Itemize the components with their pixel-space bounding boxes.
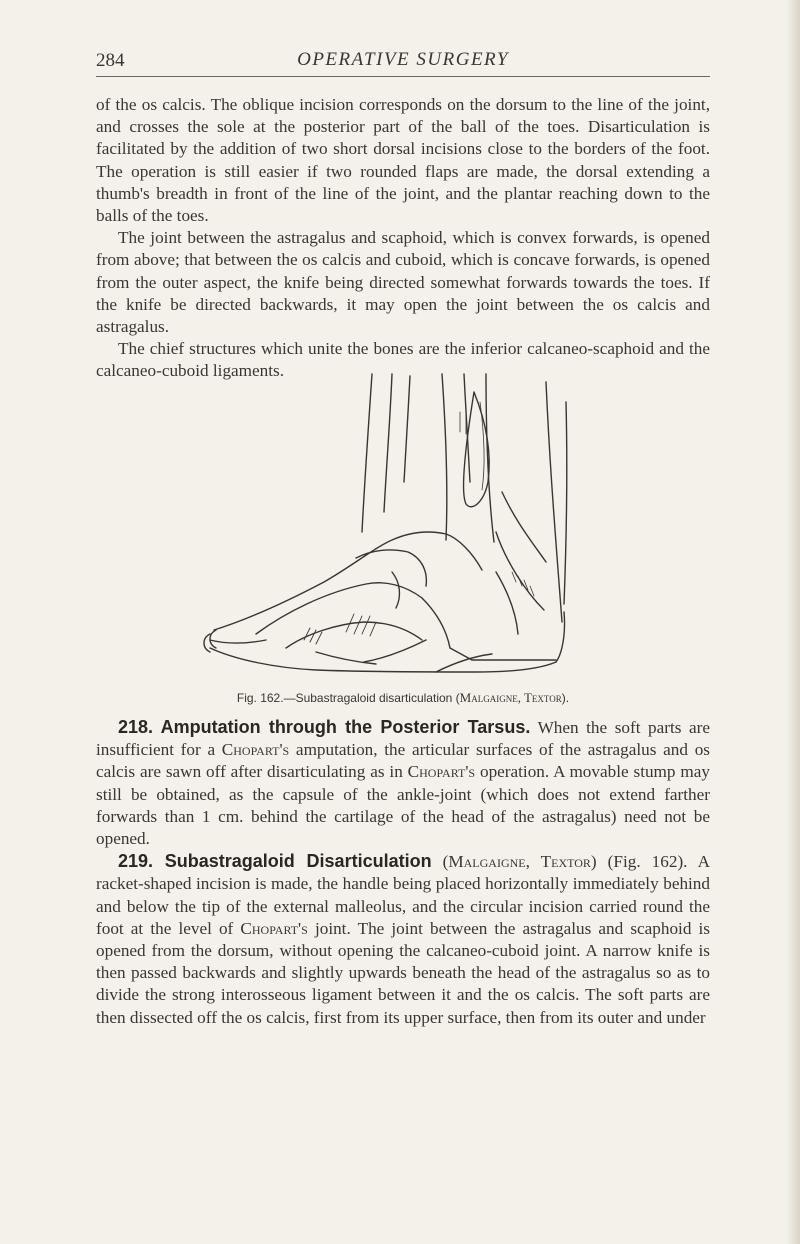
caption-prefix: Fig. 162.—Subastragaloid disarticulation ( xyxy=(236,691,460,705)
chopart-name: Chopart's xyxy=(240,918,308,938)
page-edge-shadow xyxy=(786,0,800,1244)
section-218-text-2: amputation, the articular surfaces of the astragalus and os calcis are sawn off after disarticulating as in xyxy=(96,740,710,782)
foot-illustration xyxy=(196,372,666,682)
section-219-title: 219. Subastragaloid Disarticulation xyxy=(118,851,432,872)
paragraph-joints: The joint between the astragalus and scaphoid, which is convex forwards, is opened from above; that between the os calcis and cuboid, which is concave forwards, is opened from the outer aspect, the knife being directed somewhat forwards towards the toes. If the knife be directed backwards, it may open the joint between the os calcis and astragalus. xyxy=(96,228,710,337)
section-219 xyxy=(96,850,710,1029)
section-219-text-1: ) (Fig. 162). A racket-shaped incision is made, the handle being placed horizontally immediately behind and below the tip of the external malleolus, and the circular incision carried round the foot at the level of xyxy=(96,852,710,938)
paragraph-continuation: of the os calcis. The oblique incision corresponds on the dorsum to the line of the joint, and crosses the sole at the posterior part of the ball of the toes. Disarticulation is facilitated by the addition of two short dorsal incisions close to the borders of the foot. The operation is still easier if two rounded flaps are made, the dorsal extending a thumb's breadth in front of the line of the joint, and the plantar reaching down to the balls of the toes. xyxy=(96,95,710,226)
page-header xyxy=(96,44,710,84)
chopart-name: Chopart's xyxy=(221,740,290,760)
page-number: 284 xyxy=(96,50,125,71)
running-title: OPERATIVE SURGERY xyxy=(297,49,509,70)
caption-suffix: ). xyxy=(561,691,570,705)
section-219-text-2: joint. The joint between the astragalus and scaphoid is opened from the dorsum, without opening the calcaneo-cuboid joint. A narrow knife is then passed backwards and slightly upwards beneath the head of the astragalus so as to divide the strong interosseous ligament between it and the os calcis. The soft parts are then dissected off the os calcis, first from its upper surface, then from its outer and under xyxy=(96,918,710,1027)
section-218-title: 218. Amputation through the Posterior Tarsus. xyxy=(118,717,531,737)
section-218-text-3: operation. A movable stump may still be obtained, as the capsule of the ankle-joint (which does not extend farther forwards than 1 cm. behind the cartilage of the head of the astragalus) need not be opened. xyxy=(96,762,710,849)
section-218 xyxy=(96,716,710,850)
section-219-authors: Malgaigne, Textor xyxy=(448,852,591,872)
figure-caption xyxy=(96,690,710,706)
section-219-text-0: ( xyxy=(431,852,449,872)
section-218-text-1: When the soft parts are insufficient for a xyxy=(96,718,710,760)
top-text-block xyxy=(96,94,710,383)
bottom-text-block xyxy=(96,716,710,1029)
chopart-name: Chopart's xyxy=(407,762,476,782)
paragraph-ligaments: The chief structures which unite the bones are the inferior calcaneo-scaphoid and the calcaneo-cuboid ligaments. xyxy=(96,339,710,381)
caption-authors: Malgaigne, Textor xyxy=(459,690,562,705)
header-rule xyxy=(96,76,710,77)
